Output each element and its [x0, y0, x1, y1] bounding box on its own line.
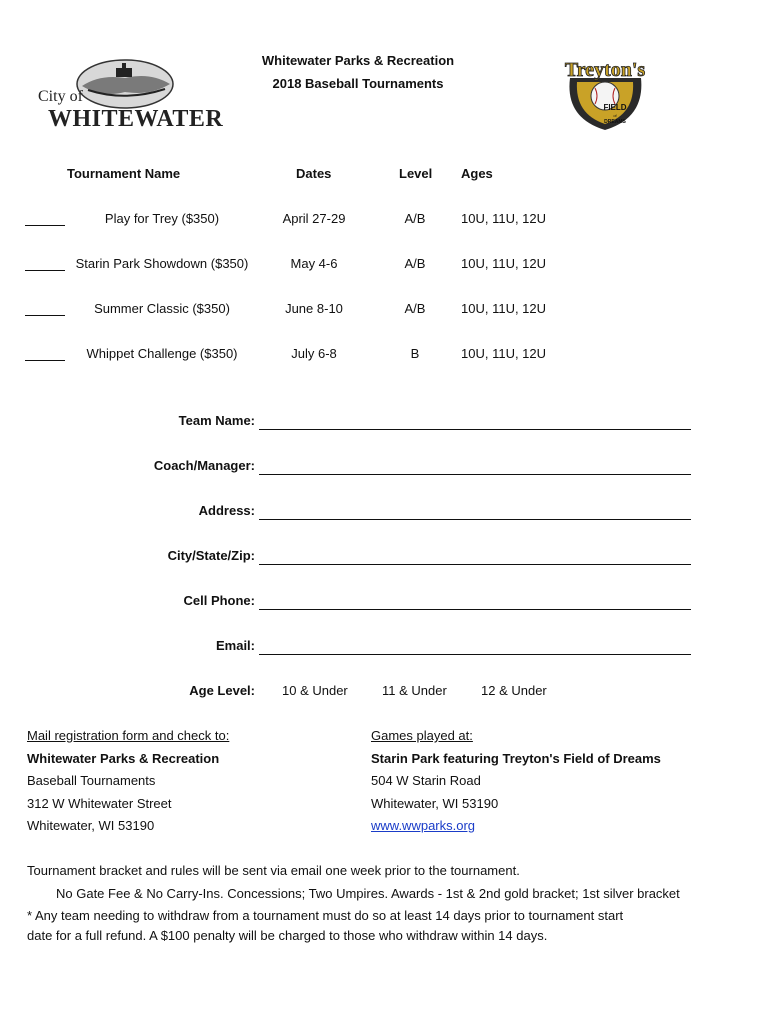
email-label: Email:	[215, 638, 255, 653]
age-option-12[interactable]: 12 & Under	[481, 683, 547, 698]
header-ages: Ages	[461, 166, 493, 181]
cell-phone-label: Cell Phone:	[183, 593, 255, 608]
email-field[interactable]	[259, 654, 691, 655]
games-line-1: Starin Park featuring Treyton's Field of Dreams	[371, 751, 661, 766]
row-4-level: B	[410, 346, 420, 361]
row-4-dates: July 6-8	[291, 346, 337, 361]
header-tournament-name: Tournament Name	[67, 166, 181, 181]
address-field[interactable]	[259, 519, 691, 520]
logo-dreams-text: DREAMS	[604, 119, 626, 125]
age-option-10[interactable]: 10 & Under	[282, 683, 348, 698]
logo-treytons-text: Treyton's	[564, 59, 646, 81]
footer-line-4: date for a full refund. A $100 penalty will be charged to those who withdraw within 14 days.	[27, 928, 548, 943]
games-line-2: 504 W Starin Road	[371, 773, 481, 788]
row-3-ages: 10U, 11U, 12U	[461, 301, 547, 316]
footer-line-1: Tournament bracket and rules will be sent via email one week prior to the tournament.	[27, 863, 520, 878]
treytons-field-logo	[545, 48, 665, 134]
header-level: Level	[399, 166, 433, 181]
row-2-name: Starin Park Showdown ($350)	[75, 256, 249, 271]
coach-field[interactable]	[259, 474, 691, 475]
page-subtitle: 2018 Baseball Tournaments	[272, 76, 444, 91]
mail-line-1: Whitewater Parks & Recreation	[27, 751, 220, 766]
coach-label: Coach/Manager:	[153, 458, 255, 473]
row-1-name: Play for Trey ($350)	[104, 211, 220, 226]
footer-line-2: No Gate Fee & No Carry-Ins. Concessions; Two Umpires. Awards - 1st & 2nd gold bracket; 1st silver bracket	[56, 886, 680, 901]
mail-heading: Mail registration form and check to:	[27, 728, 230, 743]
select-blank-4[interactable]	[25, 360, 65, 361]
mail-line-4: Whitewater, WI 53190	[27, 818, 155, 833]
website-link[interactable]: www.wwparks.org	[371, 818, 476, 833]
logo-of-text: of	[613, 113, 617, 118]
city-of-whitewater-logo	[30, 56, 230, 132]
select-blank-3[interactable]	[25, 315, 65, 316]
footer-line-3: * Any team needing to withdraw from a tournament must do so at least 14 days prior to tournament start	[27, 908, 624, 923]
team-name-label: Team Name:	[178, 413, 255, 428]
row-1-dates: April 27-29	[282, 211, 346, 226]
row-2-ages: 10U, 11U, 12U	[461, 256, 547, 271]
select-blank-1[interactable]	[25, 225, 65, 226]
age-option-11[interactable]: 11 & Under	[382, 683, 447, 698]
row-1-ages: 10U, 11U, 12U	[461, 211, 547, 226]
games-line-3: Whitewater, WI 53190	[371, 796, 499, 811]
row-1-level: A/B	[404, 211, 426, 226]
city-state-zip-label: City/State/Zip:	[167, 548, 255, 563]
page-title: Whitewater Parks & Recreation	[261, 53, 455, 68]
cell-phone-field[interactable]	[259, 609, 691, 610]
games-heading: Games played at:	[371, 728, 473, 743]
team-name-field[interactable]	[259, 429, 691, 430]
row-3-dates: June 8-10	[285, 301, 343, 316]
select-blank-2[interactable]	[25, 270, 65, 271]
row-2-dates: May 4-6	[290, 256, 338, 271]
address-label: Address:	[198, 503, 255, 518]
mail-line-2: Baseball Tournaments	[27, 773, 156, 788]
row-4-ages: 10U, 11U, 12U	[461, 346, 547, 361]
logo-city-of-text: City of	[38, 88, 83, 105]
row-3-level: A/B	[404, 301, 426, 316]
mail-line-3: 312 W Whitewater Street	[27, 796, 172, 811]
header-dates: Dates	[296, 166, 332, 181]
logo-field-text: FIELD	[603, 103, 627, 112]
city-state-zip-field[interactable]	[259, 564, 691, 565]
age-level-label: Age Level:	[189, 683, 255, 698]
logo-whitewater-text: WHITEWATER	[48, 106, 224, 132]
row-2-level: A/B	[404, 256, 426, 271]
row-4-name: Whippet Challenge ($350)	[86, 346, 238, 361]
row-3-name: Summer Classic ($350)	[94, 301, 230, 316]
